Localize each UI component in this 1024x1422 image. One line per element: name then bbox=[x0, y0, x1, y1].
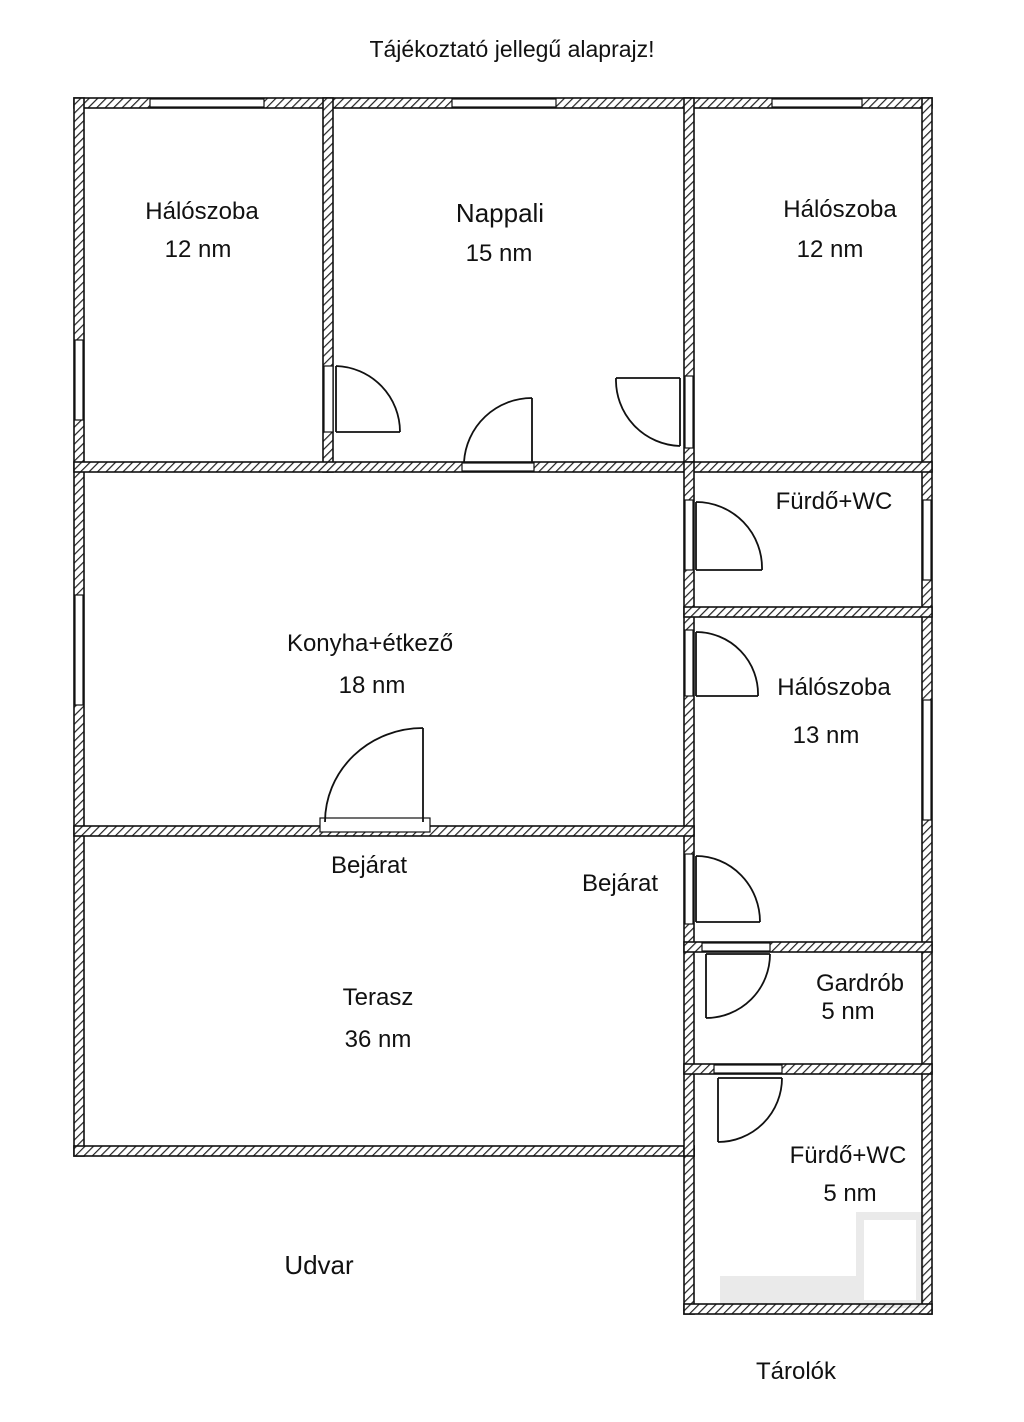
room-kitchen-name: Konyha+étkező bbox=[286, 630, 454, 657]
room-bathroom-2-area: 5 nm bbox=[823, 1180, 877, 1207]
room-kitchen-area: 18 nm bbox=[338, 672, 406, 699]
walls bbox=[74, 98, 932, 1314]
room-bedroom-1-name: Hálószoba bbox=[145, 198, 259, 225]
door-bedroom-1 bbox=[324, 366, 400, 432]
door-bedroom-3 bbox=[685, 630, 758, 696]
room-wardrobe-name: Gardrób bbox=[815, 970, 905, 997]
plan-title: Tájékoztató jellegű alaprajz! bbox=[369, 36, 655, 62]
room-bedroom-3-name: Hálószoba bbox=[777, 674, 891, 701]
room-terrace-name: Terasz bbox=[342, 984, 414, 1011]
door-entrance-side bbox=[685, 854, 760, 924]
room-bathroom-1-name: Fürdő+WC bbox=[775, 488, 893, 515]
yard-label: Udvar bbox=[284, 1250, 354, 1280]
door-kitchen bbox=[320, 728, 430, 832]
room-bedroom-2-area: 12 nm bbox=[796, 236, 864, 263]
entrance-label-side: Bejárat bbox=[581, 870, 659, 897]
room-bedroom-3-area: 13 nm bbox=[792, 722, 860, 749]
room-living-name: Nappali bbox=[455, 198, 545, 228]
room-terrace-area: 36 nm bbox=[344, 1026, 412, 1053]
entrance-label-main: Bejárat bbox=[330, 852, 408, 879]
storage-label: Tárolók bbox=[755, 1358, 837, 1385]
room-bedroom-1-area: 12 nm bbox=[164, 236, 232, 263]
room-living-area: 15 nm bbox=[465, 240, 533, 267]
door-bathroom-1 bbox=[685, 500, 762, 570]
room-wardrobe-area: 5 nm bbox=[821, 998, 875, 1025]
room-bathroom-2-name: Fürdő+WC bbox=[789, 1142, 907, 1169]
door-bedroom-2 bbox=[616, 376, 693, 448]
room-bedroom-2-name: Hálószoba bbox=[783, 196, 897, 223]
door-living-room bbox=[462, 398, 534, 471]
door-bathroom-2 bbox=[714, 1065, 782, 1142]
door-wardrobe bbox=[702, 943, 770, 1018]
watermark-logo bbox=[700, 1206, 932, 1314]
